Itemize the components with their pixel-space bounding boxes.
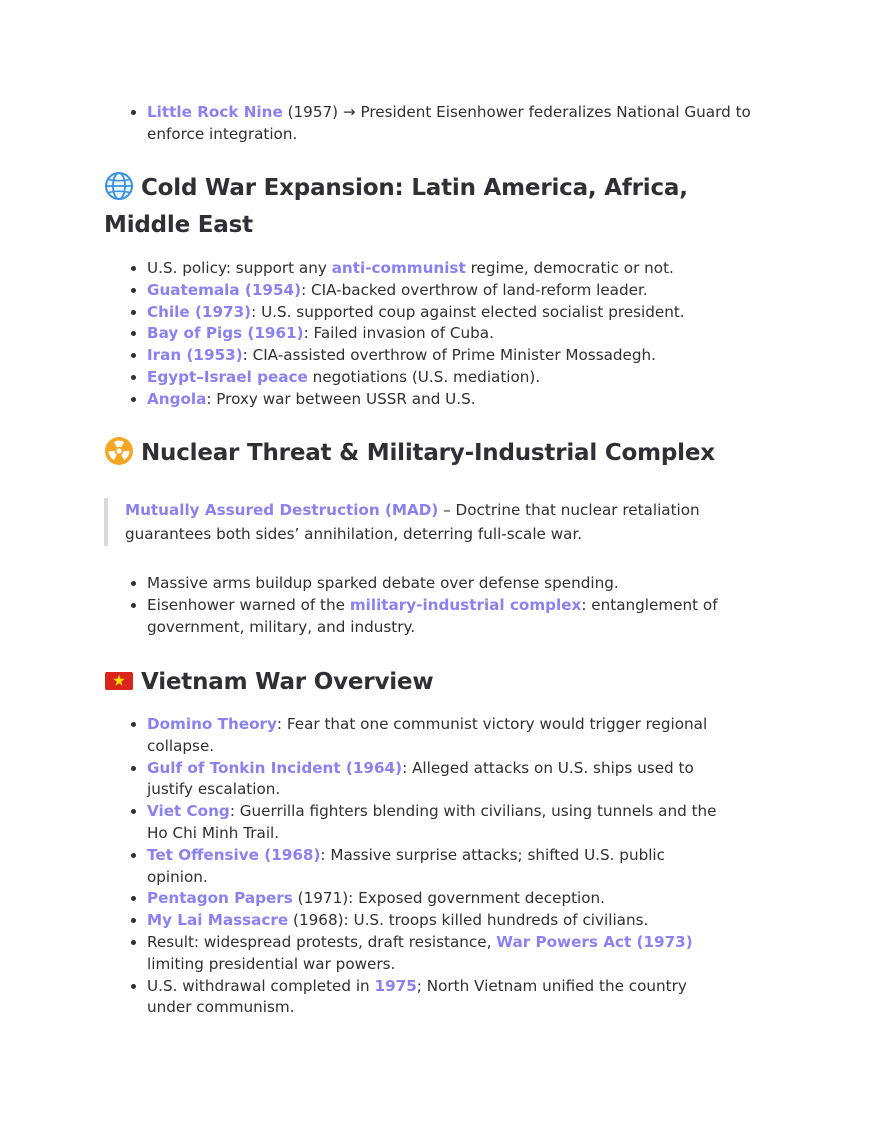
item-text: limiting presidential war powers. xyxy=(147,954,396,973)
list-item xyxy=(147,302,776,324)
list-item xyxy=(147,595,776,639)
highlight-term: military-industrial complex xyxy=(349,595,582,614)
highlight-term: Bay of Pigs (1961) xyxy=(147,324,304,343)
civil-rights-list xyxy=(104,102,776,146)
vietnam-section xyxy=(104,714,724,1019)
list-item xyxy=(147,845,724,889)
list-item xyxy=(147,910,724,932)
heading-text: Cold War Expansion: Latin America, Africa, Middle East xyxy=(104,175,688,238)
highlight-term: 1975 xyxy=(374,976,417,995)
highlight-term: Chile (1973) xyxy=(147,302,252,321)
item-text: regime, democratic or not. xyxy=(465,259,674,277)
item-text: : entanglement of government, military, and industry. xyxy=(147,595,718,636)
radioactive-icon xyxy=(104,436,134,466)
cold-war-section xyxy=(104,258,776,411)
vietnam-flag-icon xyxy=(104,665,134,695)
cold-war-list xyxy=(104,258,776,411)
vietnam-heading xyxy=(104,664,776,701)
list-item xyxy=(147,345,776,367)
list-item xyxy=(147,976,724,1020)
heading-text: Nuclear Threat & Military-Industrial Complex xyxy=(141,440,715,466)
item-text: : CIA-backed overthrow of land-reform leader. xyxy=(301,280,648,299)
mad-blockquote xyxy=(104,498,785,546)
highlight-term: Mutually Assured Destruction (MAD) xyxy=(125,501,439,519)
item-text: Result: widespread protests, draft resistance, xyxy=(147,932,497,951)
cold-war-heading xyxy=(104,170,776,244)
list-item xyxy=(147,801,724,845)
nuclear-heading xyxy=(104,435,776,472)
item-text: : Fear that one communist victory would trigger regional collapse. xyxy=(147,715,708,755)
highlight-term: Gulf of Tonkin Incident (1964) xyxy=(147,758,403,777)
list-item xyxy=(147,389,776,411)
list-item xyxy=(147,714,724,758)
item-text: ; North Vietnam unified the country under communism. xyxy=(147,976,687,1017)
highlight-term: anti-communist xyxy=(331,259,466,277)
list-item xyxy=(147,323,776,345)
highlight-term: Pentagon Papers xyxy=(147,889,293,908)
item-text: Eisenhower warned of the xyxy=(147,595,350,614)
item-text: : U.S. supported coup against elected socialist president. xyxy=(251,302,685,321)
item-text: U.S. withdrawal completed in xyxy=(147,976,375,995)
nuclear-list xyxy=(104,573,776,638)
item-text: : Massive surprise attacks; shifted U.S. public opinion. xyxy=(147,845,666,886)
list-item xyxy=(147,280,776,302)
list-item xyxy=(147,758,724,802)
highlight-term: My Lai Massacre xyxy=(147,911,289,930)
quote-text: – Doctrine that nuclear retaliation guarantees both sides’ annihilation, deterring full-scale war. xyxy=(125,501,700,543)
item-text: : Proxy war between USSR and U.S. xyxy=(206,389,476,408)
highlight-term: Egypt–Israel peace xyxy=(147,367,308,386)
highlight-term: Angola xyxy=(147,389,207,408)
item-text: : Failed invasion of Cuba. xyxy=(303,324,494,343)
highlight-term: Iran (1953) xyxy=(147,346,243,365)
item-text: (1968): U.S. troops killed hundreds of civilians. xyxy=(288,911,649,930)
globe-icon xyxy=(104,171,134,201)
highlight-term: Domino Theory xyxy=(147,715,277,733)
item-text: : Alleged attacks on U.S. ships used to justify escalation. xyxy=(147,758,694,799)
list-item xyxy=(147,932,724,976)
highlight-term: Little Rock Nine xyxy=(147,103,283,121)
item-text: negotiations (U.S. mediation). xyxy=(307,367,541,386)
highlight-term: Tet Offensive (1968) xyxy=(147,845,321,864)
item-text: (1957) → President Eisenhower federalizes National Guard to enforce integration. xyxy=(147,103,751,143)
civil-rights-section xyxy=(104,102,776,146)
item-text: Massive arms buildup sparked debate over defense spending. xyxy=(147,574,619,592)
item-text: : Guerrilla fighters blending with civilians, using tunnels and the Ho Chi Minh Trail. xyxy=(147,802,717,842)
heading-text: Vietnam War Overview xyxy=(141,669,434,695)
list-item xyxy=(147,102,776,146)
list-item xyxy=(147,888,724,910)
list-item xyxy=(147,367,776,389)
item-text: (1971): Exposed government deception. xyxy=(292,889,606,908)
item-text: U.S. policy: support any xyxy=(147,259,332,277)
nuclear-section xyxy=(104,573,776,638)
vietnam-list xyxy=(104,714,724,1019)
highlight-term: Viet Cong xyxy=(147,802,230,821)
highlight-term: War Powers Act (1973) xyxy=(496,932,693,951)
list-item xyxy=(147,573,776,595)
item-text: : CIA-assisted overthrow of Prime Minister Mossadegh. xyxy=(242,346,656,365)
highlight-term: Guatemala (1954) xyxy=(147,280,302,299)
list-item xyxy=(147,258,776,280)
